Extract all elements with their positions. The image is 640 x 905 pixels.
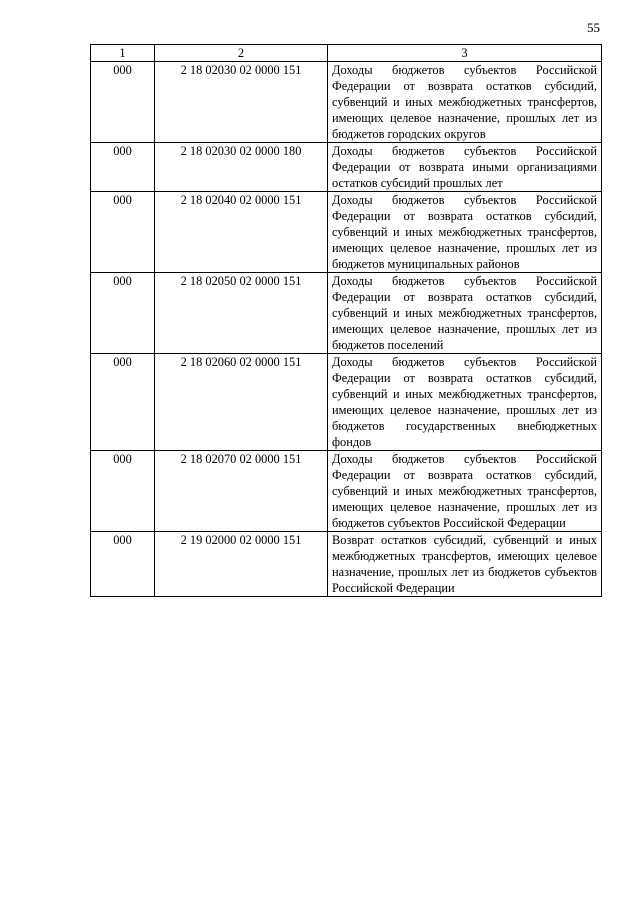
description-cell: Доходы бюджетов субъектов Российской Федерации от возврата остатков субсидий, субвенций и иных межбюджетных трансфертов, имеющих целевое назначение, прошлых лет из бюджетов поселений — [328, 273, 602, 354]
budget-code-cell: 2 18 02070 02 0000 151 — [155, 451, 328, 532]
budget-code-cell: 2 18 02050 02 0000 151 — [155, 273, 328, 354]
description-cell: Доходы бюджетов субъектов Российской Федерации от возврата остатков субсидий, субвенций и иных межбюджетных трансфертов, имеющих целевое назначение, прошлых лет из бюджетов городских округов — [328, 62, 602, 143]
table-row — [91, 451, 602, 532]
table-row — [91, 62, 602, 143]
budget-code-cell: 2 18 02030 02 0000 151 — [155, 62, 328, 143]
table-row — [91, 143, 602, 192]
admin-code-cell: 000 — [91, 273, 155, 354]
table-body — [91, 62, 602, 597]
table-header — [91, 45, 602, 62]
budget-codes-table — [90, 44, 602, 597]
description-cell: Возврат остатков субсидий, субвенций и иных межбюджетных трансфертов, имеющих целевое назначение, прошлых лет из бюджетов субъектов Российской Федерации — [328, 532, 602, 597]
header-col-2: 2 — [155, 45, 328, 62]
budget-code-cell: 2 18 02040 02 0000 151 — [155, 192, 328, 273]
table-row — [91, 532, 602, 597]
header-col-1: 1 — [91, 45, 155, 62]
table-row — [91, 192, 602, 273]
budget-code-cell: 2 18 02030 02 0000 180 — [155, 143, 328, 192]
table-row — [91, 354, 602, 451]
admin-code-cell: 000 — [91, 451, 155, 532]
description-cell: Доходы бюджетов субъектов Российской Федерации от возврата остатков субсидий, субвенций и иных межбюджетных трансфертов, имеющих целевое назначение, прошлых лет из бюджетов муниципальных районов — [328, 192, 602, 273]
budget-code-cell: 2 19 02000 02 0000 151 — [155, 532, 328, 597]
header-row — [91, 45, 602, 62]
description-cell: Доходы бюджетов субъектов Российской Федерации от возврата остатков субсидий, субвенций и иных межбюджетных трансфертов, имеющих целевое назначение, прошлых лет из бюджетов государственных внебюджетных фондов — [328, 354, 602, 451]
budget-code-cell: 2 18 02060 02 0000 151 — [155, 354, 328, 451]
page-number: 55 — [587, 20, 600, 35]
admin-code-cell: 000 — [91, 354, 155, 451]
description-cell: Доходы бюджетов субъектов Российской Федерации от возврата иными организациями остатков субсидий прошлых лет — [328, 143, 602, 192]
header-col-3: 3 — [328, 45, 602, 62]
description-cell: Доходы бюджетов субъектов Российской Федерации от возврата остатков субсидий, субвенций и иных межбюджетных трансфертов, имеющих целевое назначение, прошлых лет из бюджетов субъектов Российской Федерации — [328, 451, 602, 532]
table-row — [91, 273, 602, 354]
admin-code-cell: 000 — [91, 532, 155, 597]
admin-code-cell: 000 — [91, 192, 155, 273]
admin-code-cell: 000 — [91, 62, 155, 143]
admin-code-cell: 000 — [91, 143, 155, 192]
